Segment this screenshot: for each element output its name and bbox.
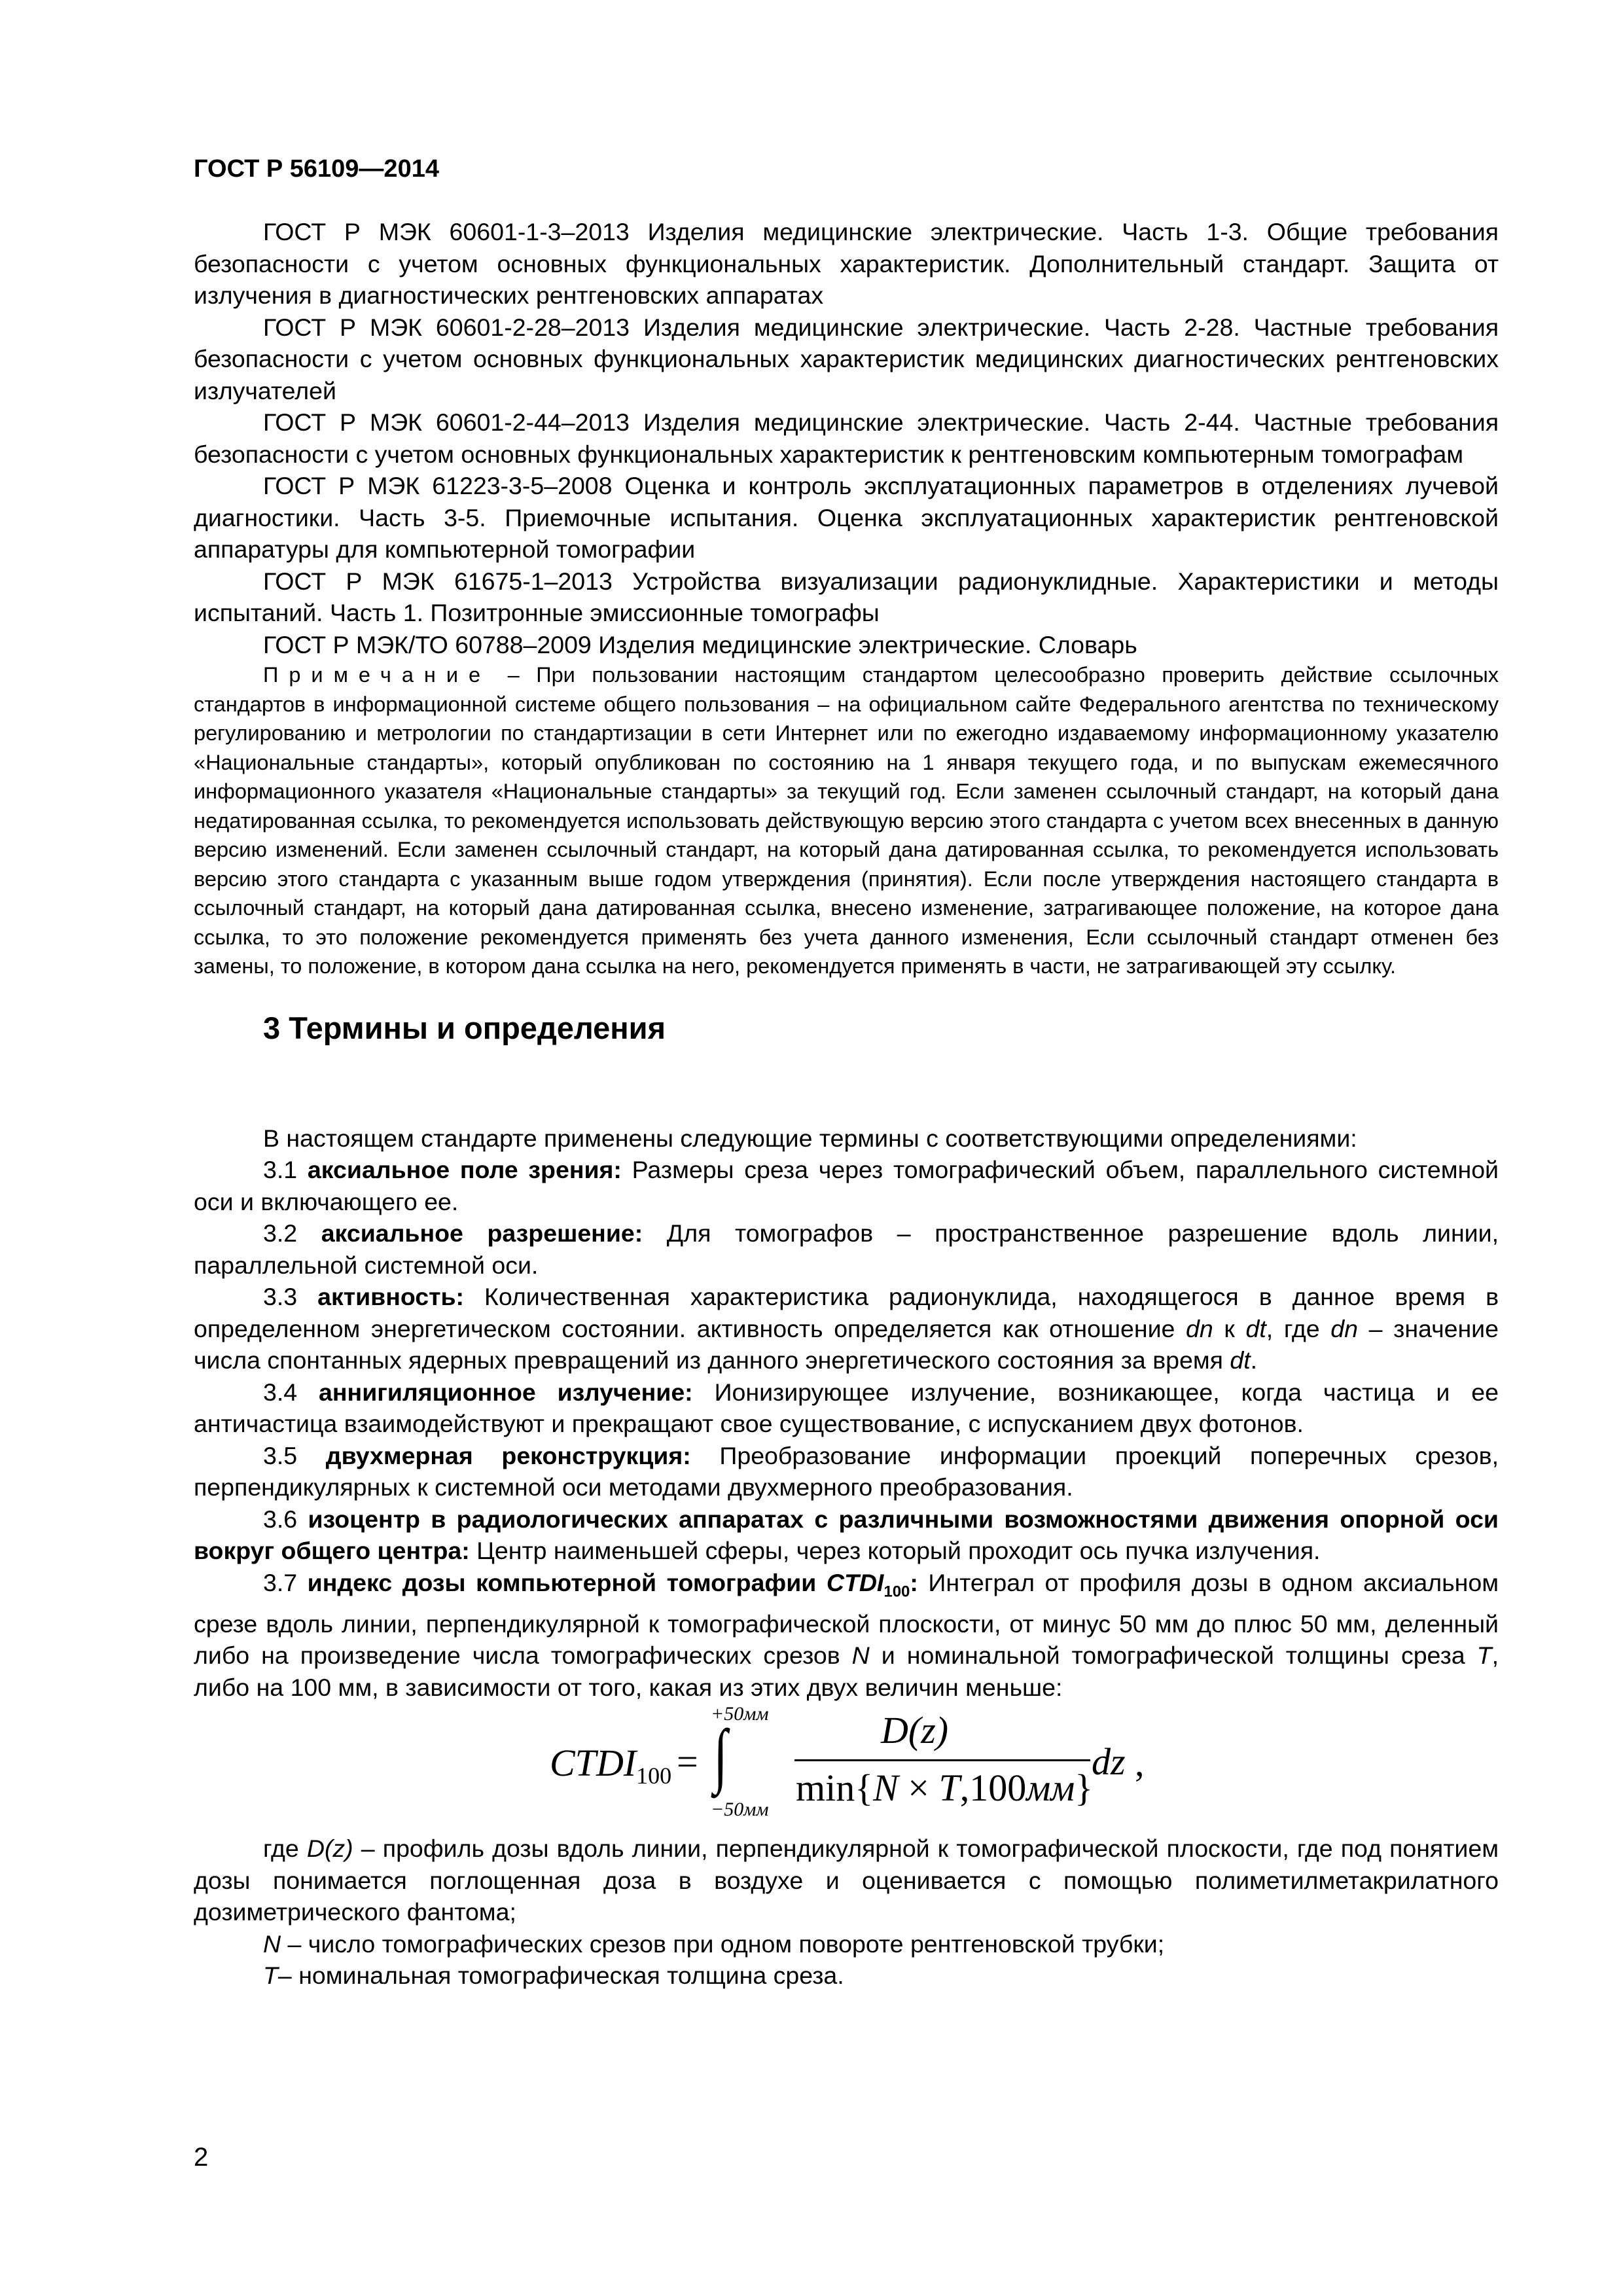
reference-item: ГОСТ Р МЭК 61675-1–2013 Устройства визуализации радионуклидные. Характеристики и методы испытаний. Часть 1. Позитронные эмиссионные томографы: [194, 567, 1499, 626]
where-t: T– номинальная томографическая толщина среза.: [263, 1962, 844, 1989]
integral-sign: ∫: [713, 1715, 728, 1795]
term-name: индекс дозы компьютерной томографии $CTDI_{100}$:: [307, 1568, 918, 1600]
term-name: изоцентр в радиологических аппаратах с различными возможностями движения опорной оси вокруг общего центра:: [194, 1505, 1499, 1564]
term-3-4: 3.4 аннигиляционное излучение: Ионизирующее излучение, возникающее, когда частица и ее античастица взаимодействуют и прекращают свое существование, с испусканием двух фотонов.: [194, 1378, 1499, 1437]
note-paragraph: [194, 660, 1499, 981]
integral-lower-limit: −50мм: [711, 1799, 769, 1820]
formula-denominator: min{N × T,100мм}: [796, 1767, 1094, 1809]
formula-numerator: D(z): [881, 1709, 949, 1751]
page-content: [194, 216, 1499, 1992]
formula-equals: =: [677, 1740, 698, 1783]
where-d: где D(z) – профиль дозы вдоль линии, перпендикулярной к томографической плоскости, где под понятием дозы понимается поглощенная доза в воздухе и оценивается с помощью полиметилметакрилатного дозиметрического фантома;: [194, 1835, 1499, 1926]
term-3-6: 3.6 изоцентр в радиологических аппаратах с различными возможностями движения опорной оси вокруг общего центра: Центр наименьшей сферы, через который проходит ось пучка излучения.: [194, 1505, 1499, 1564]
term-name: аннигиляционное излучение:: [319, 1378, 693, 1406]
term-3-1: 3.1 аксиальное поле зрения: Размеры среза через томографический объем, параллельного системной оси и включающего ее.: [194, 1156, 1499, 1215]
term-3-3: 3.3 активность: Количественная характеристика радионуклида, находящегося в данное время в определенном энергетическом состоянии. активность определяется как отношение dn к dt, где dn – значение числа спонтанных ядерных превращений из данного энергетического состояния за время dt.: [194, 1283, 1499, 1374]
reference-item: ГОСТ Р МЭК 60601-1-3–2013 Изделия медицинские электрические. Часть 1-3. Общие требования безопасности с учетом основных функциональных характеристик. Дополнительный стандарт. Защита от излучения в диагностических рентгеновских аппаратах: [194, 218, 1499, 309]
term-name: аксиальное разрешение:: [321, 1219, 643, 1247]
reference-item: ГОСТ Р МЭК 61223-3-5–2008 Оценка и контроль эксплуатационных параметров в отделениях лучевой диагностики. Часть 3-5. Приемочные испытания. Оценка эксплуатационных характеристик рентгеновской аппаратуры для компьютерной томографии: [194, 472, 1499, 563]
reference-item: ГОСТ Р МЭК 60601-2-28–2013 Изделия медицинские электрические. Часть 2-28. Частные требования безопасности с учетом основных функциональных характеристик медицинских диагностических рентгеновских излучателей: [194, 313, 1499, 404]
document-header: ГОСТ Р 56109—2014: [194, 155, 439, 183]
page-number: 2: [194, 2143, 209, 2172]
formula-lhs: $CTDI_{100}$: [550, 1742, 672, 1789]
reference-item: ГОСТ Р МЭК/ТО 60788–2009 Изделия медицинские электрические. Словарь: [263, 630, 1137, 658]
fraction-bar: [794, 1759, 1090, 1761]
integral-upper-limit: +50мм: [711, 1703, 769, 1725]
reference-item: ГОСТ Р МЭК 60601-2-44–2013 Изделия медицинские электрические. Часть 2-44. Частные требования безопасности с учетом основных функциональных характеристик к рентгеновским компьютерным томографам: [194, 408, 1499, 468]
section-intro: В настоящем стандарте применены следующие термины с соответствующими определениями:: [263, 1124, 1357, 1152]
note-text: – При пользовании настоящим стандартом целесообразно проверить действие ссылочных стандартов в информационной системе общего пользования – на официальном сайте Федерального агентства по техническому регулированию и метрологии по стандартизации в сети Интернет или по ежегодно издаваемому информационному указателю «Национальные стандарты», который опубликован по состоянию на 1 января текущего года, и по выпускам ежемесячного информационного указателя «Национальные стандарты» за текущий год. Если заменен ссылочный стандарт, на который дана недатированная ссылка, то рекомендуется использовать действующую версию этого стандарта с учетом всех внесенных в данную версию изменений. Если заменен ссылочный стандарт, на который дана датированная ссылка, то рекомендуется использовать версию этого стандарта с указанным выше годом утверждения (принятия). Если после утверждения настоящего стандарта в ссылочный стандарт, на который дана датированная ссылка, внесено изменение, затрагивающее положение, на которое дана ссылка, то это положение рекомендуется применять без учета данного изменения, Если ссылочный стандарт отменен без замены, то положение, в котором дана ссылка на него, рекомендуется применять в части, не затрагивающей эту ссылку.: [194, 663, 1499, 978]
where-n: N – число томографических срезов при одном повороте рентгеновской трубки;: [263, 1929, 1165, 1958]
formula-comma: ,: [1135, 1742, 1145, 1784]
term-3-2: 3.2 аксиальное разрешение: Для томографов – пространственное разрешение вдоль линии, параллельной системной оси.: [194, 1219, 1499, 1279]
term-name: аксиальное поле зрения:: [307, 1156, 622, 1183]
formula-dz: dz: [1092, 1740, 1126, 1783]
term-name: двухмерная реконструкция:: [325, 1441, 691, 1469]
term-3-5: 3.5 двухмерная реконструкция: Преобразование информации проекций поперечных срезов, перпендикулярных к системной оси методами двухмерного преобразования.: [194, 1441, 1499, 1501]
term-name: активность:: [317, 1283, 465, 1310]
ctdi-formula: [194, 1703, 1499, 1825]
note-label: Примечание: [263, 663, 491, 687]
term-3-7: 3.7 индекс дозы компьютерной томографии $CTDI_{100}$: Интеграл от профиля дозы в одном аксиальном срезе вдоль линии, перпендикулярной к томографической плоскости, от минус 50 мм до плюс 50 мм, деленный либо на произведение числа томографических срезов N и номинальной томографической толщины среза T, либо на 100 мм, в зависимости от того, какая из этих двух величин меньше:: [194, 1568, 1499, 1701]
section-title: 3 Термины и определения: [263, 1010, 666, 1045]
